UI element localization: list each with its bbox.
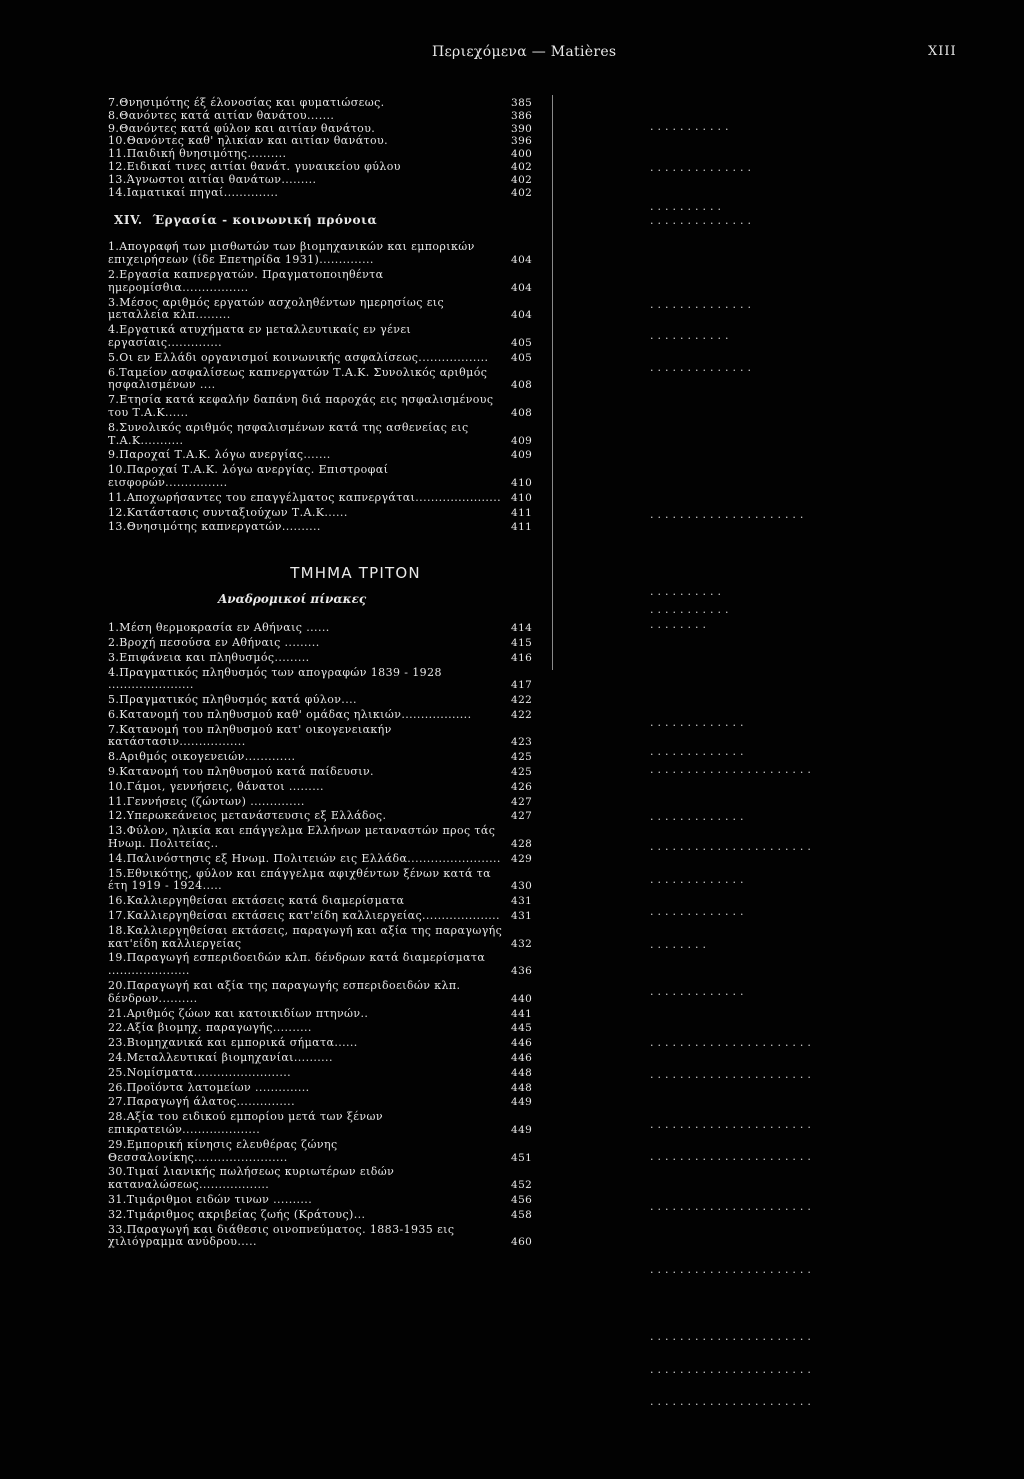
- toc-entry[interactable]: [108, 464, 543, 490]
- dot-leader: ......................: [650, 1330, 815, 1343]
- dot-leader: ......................: [650, 1036, 815, 1049]
- toc-entry[interactable]: [108, 1111, 543, 1137]
- entry-page: 410: [511, 491, 533, 504]
- toc-entry[interactable]: [108, 324, 543, 350]
- entry-title: 6.Ταμείον ασφαλίσεως καπνεργατών Τ.Α.Κ. Συνολικός αριθμός ησφαλισμένων ....: [108, 365, 488, 392]
- entry-page: 390: [511, 122, 533, 135]
- entry-title: 33.Παραγωγή και διάθεσις οινοπνεύματος. 1883-1935 εις χιλιόγραμμα ανύδρου.....: [108, 1222, 455, 1249]
- toc-entry[interactable]: [108, 1194, 543, 1207]
- toc-entry[interactable]: [108, 297, 543, 323]
- toc-entry[interactable]: [108, 110, 543, 123]
- entry-page: 402: [511, 160, 533, 173]
- entry-page: 441: [511, 1007, 533, 1020]
- dot-leader: ......................: [650, 1068, 815, 1081]
- entry-page: 405: [511, 336, 533, 349]
- toc-list-retrospective-tables: [108, 622, 543, 1249]
- toc-entry[interactable]: [108, 751, 543, 764]
- toc-entry[interactable]: [108, 187, 543, 200]
- entry-page: 427: [511, 810, 533, 823]
- toc-entry[interactable]: [108, 1096, 543, 1109]
- entry-title: 7.Κατανομή του πληθυσμού κατ' οικογενειακήν κατάστασιν.................: [108, 722, 392, 749]
- entry-title: 3.Μέσος αριθμός εργατών ασχοληθέντων ημερησίως εις μεταλλεία κλπ.........: [108, 295, 445, 322]
- entry-title: 7.Ετησία κατά κεφαλήν δαπάνη διά παροχάς εις ησφαλισμένους του Τ.Α.Κ......: [108, 393, 494, 419]
- section-title: Έργασία - κοινωνική πρόνοια: [152, 213, 378, 228]
- entry-title: 8.Συνολικός αριθμός ησφαλισμένων κατά της ασθενείας εις Τ.Α.Κ...........: [108, 420, 469, 447]
- entry-title: 14.Ιαματικαί πηγαί..............: [108, 185, 279, 199]
- toc-column: [108, 97, 543, 1251]
- entry-page: 449: [511, 1124, 533, 1136]
- toc-entry[interactable]: [108, 97, 543, 110]
- toc-entry[interactable]: [108, 1166, 543, 1192]
- toc-entry[interactable]: [108, 781, 543, 794]
- entry-title: 4.Εργατικά ατυχήματα εν μεταλλευτικαίς εν γένει εργασίαις..............: [108, 323, 412, 349]
- page-header: [0, 44, 1024, 68]
- toc-entry[interactable]: [108, 952, 543, 978]
- running-title: Περιεχόμενα — Matières: [432, 44, 617, 60]
- dot-leader: ......................: [650, 1200, 815, 1213]
- dot-leader: .............: [650, 873, 748, 886]
- toc-entry[interactable]: [108, 868, 543, 894]
- entry-page: 422: [511, 708, 533, 721]
- dot-leader: ........: [650, 618, 710, 631]
- entry-page: 404: [511, 281, 533, 294]
- entry-title: 16.Καλλιεργηθείσαι εκτάσεις κατά διαμερίσματα: [108, 894, 405, 908]
- toc-entry[interactable]: [108, 796, 543, 809]
- toc-entry[interactable]: [108, 925, 543, 951]
- entry-page: 448: [511, 1066, 533, 1079]
- entry-page: 431: [511, 910, 533, 923]
- toc-entry[interactable]: [108, 352, 543, 365]
- entry-page: 411: [511, 521, 533, 534]
- entry-title: 8.Θανόντες κατά αιτίαν θανάτου.......: [108, 108, 335, 122]
- toc-entry[interactable]: [108, 507, 543, 520]
- entry-page: 446: [511, 1052, 533, 1065]
- entry-title: 9.Θανόντες κατά φύλον και αιτίαν θανάτου.: [108, 121, 376, 135]
- entry-page: 408: [511, 379, 533, 392]
- toc-entry[interactable]: [108, 521, 543, 534]
- toc-entry[interactable]: [108, 1037, 543, 1050]
- toc-entry[interactable]: [108, 1008, 543, 1021]
- entry-page: 449: [511, 1096, 533, 1109]
- dot-leader: .............: [650, 745, 748, 758]
- entry-page: 460: [511, 1236, 533, 1249]
- section-heading: [114, 213, 543, 227]
- entry-title: 24.Μεταλλευτικαί βιομηχανίαι..........: [108, 1051, 333, 1065]
- toc-entry[interactable]: [108, 1224, 543, 1250]
- entry-title: 10.Θανόντες καθ' ηλικίαν και αιτίαν θανάτου.: [108, 134, 389, 148]
- entry-title: 11.Παιδική θνησιμότης..........: [108, 147, 287, 161]
- dot-leader: ......................: [650, 1263, 815, 1276]
- entry-title: 7.Θνησιμότης έξ έλονοσίας και φυματιώσεως.: [108, 96, 385, 109]
- entry-page: 445: [511, 1022, 533, 1035]
- entry-page: 404: [511, 254, 533, 267]
- toc-entry[interactable]: [108, 810, 543, 823]
- entry-page: 440: [511, 992, 533, 1005]
- entry-page: 436: [511, 965, 533, 978]
- toc-entry[interactable]: [108, 895, 543, 908]
- entry-page: 458: [511, 1208, 533, 1221]
- entry-title: 19.Παραγωγή εσπεριδοειδών κλπ. δένδρων κατά διαμερίσματα .....................: [108, 951, 486, 978]
- dot-leader: ......................: [650, 763, 815, 776]
- entry-title: 5.Οι εν Ελλάδι οργανισμοί κοινωνικής ασφαλίσεως..................: [108, 350, 489, 364]
- entry-title: 27.Παραγωγή άλατος...............: [108, 1095, 295, 1109]
- entry-title: 20.Παραγωγή και αξία της παραγωγής εσπεριδοειδών κλπ. δένδρων..........: [108, 979, 461, 1005]
- page-number: XIII: [928, 44, 957, 59]
- toc-entry[interactable]: [108, 622, 543, 635]
- dot-leader: ........: [650, 938, 710, 951]
- toc-entry[interactable]: [108, 637, 543, 650]
- entry-page: 386: [511, 109, 533, 122]
- entry-page: 411: [511, 506, 533, 519]
- entry-title: 9.Παροχαί Τ.Α.Κ. λόγω ανεργίας.......: [108, 448, 331, 462]
- entry-title: 14.Παλινόστησις εξ Ηνωμ. Πολιτειών εις Ελλάδα........................: [108, 851, 501, 865]
- entry-page: 409: [511, 434, 533, 447]
- dot-leader: ......................: [650, 1363, 815, 1376]
- entry-title: 1.Απογραφή των μισθωτών των βιομηχανικών και εμπορικών επιχειρήσεων (ίδε Επετηρίδα 1931)..............: [108, 240, 475, 267]
- entry-title: 13.Φύλον, ηλικία και επάγγελμα Ελλήνων μεταναστών προς τάς Ηνωμ. Πολιτείας..: [108, 824, 496, 851]
- toc-entry[interactable]: [108, 492, 543, 505]
- dot-leader: ...........: [650, 329, 733, 342]
- toc-entry[interactable]: [108, 694, 543, 707]
- entry-title: 22.Αξία βιομηχ. παραγωγής..........: [108, 1021, 312, 1035]
- dot-leader: ..........: [650, 585, 725, 598]
- toc-entry[interactable]: [108, 1139, 543, 1165]
- entry-page: 417: [511, 679, 533, 692]
- toc-entry[interactable]: [108, 1067, 543, 1080]
- entry-title: 10.Παροχαί Τ.Α.Κ. λόγω ανεργίας. Επιστροφαί εισφορών................: [108, 463, 389, 489]
- entry-page: 409: [511, 449, 533, 462]
- part-subtitle: Αναδρομικοί πίνακες: [218, 592, 367, 607]
- entry-title: 13.Θνησιμότης καπνεργατών..........: [108, 520, 321, 534]
- entry-title: 1.Μέση θερμοκρασία εν Αθήναις ......: [108, 621, 330, 635]
- dot-leader: ..............: [650, 298, 755, 311]
- section-number: XIV.: [114, 213, 143, 228]
- entry-title: 4.Πραγματικός πληθυσμός των απογραφών 1839 - 1928 ......................: [108, 665, 442, 692]
- entry-page: 402: [511, 173, 533, 186]
- entry-title: 11.Αποχωρήσαντες του επαγγέλματος καπνεργάται......................: [108, 490, 501, 504]
- toc-entry[interactable]: [108, 367, 543, 393]
- entry-title: 2.Βροχή πεσούσα εν Αθήναις .........: [108, 635, 320, 649]
- entry-page: 385: [511, 97, 533, 109]
- toc-entry[interactable]: [108, 161, 543, 174]
- entry-title: 6.Κατανομή του πληθυσμού καθ' ομάδας ηλικιών..................: [108, 707, 472, 721]
- entry-page: 404: [511, 309, 533, 322]
- toc-entry[interactable]: [108, 667, 543, 693]
- dot-leader: ...........: [650, 120, 733, 133]
- dot-leader: ......................: [650, 1150, 815, 1163]
- toc-entry[interactable]: [108, 980, 543, 1006]
- toc-entry[interactable]: [108, 422, 543, 448]
- toc-entry[interactable]: [108, 910, 543, 923]
- entry-page: 427: [511, 795, 533, 808]
- entry-title: 8.Αριθμός οικογενειών.............: [108, 750, 296, 764]
- toc-entry[interactable]: [108, 709, 543, 722]
- entry-page: 425: [511, 766, 533, 779]
- part-title: ΤΜΗΜΑ ΤΡΙΤΟΝ: [290, 564, 421, 583]
- toc-list-section-xiv: [108, 241, 543, 534]
- entry-title: 31.Τιμάριθμοι ειδών τινων ..........: [108, 1192, 313, 1206]
- entry-title: 12.Ειδικαί τινες αιτίαι θανάτ. γυναικείου φύλου: [108, 159, 401, 173]
- toc-entry[interactable]: [108, 1209, 543, 1222]
- dot-leader: ......................: [650, 1118, 815, 1131]
- entry-page: 451: [511, 1151, 533, 1164]
- entry-page: 448: [511, 1081, 533, 1094]
- entry-title: 18.Καλλιεργηθείσαι εκτάσεις, παραγωγή και αξία της παραγωγής κατ'είδη καλλιεργείας: [108, 923, 503, 950]
- toc-entry[interactable]: [108, 174, 543, 187]
- dot-leader: .............: [650, 716, 748, 729]
- entry-title: 23.Βιομηχανικά και εμπορικά σήματα......: [108, 1036, 358, 1050]
- entry-title: 30.Τιμαί λιανικής πωλήσεως κυριωτέρων ειδών καταναλώσεως..................: [108, 1165, 395, 1192]
- toc-entry[interactable]: [108, 1082, 543, 1095]
- dot-leader: ...........: [650, 603, 733, 616]
- entry-page: 400: [511, 148, 533, 161]
- entry-page: 422: [511, 694, 533, 707]
- dot-leader: .............: [650, 905, 748, 918]
- entry-page: 402: [511, 186, 533, 199]
- entry-page: 426: [511, 780, 533, 793]
- dot-leader: ..............: [650, 161, 755, 174]
- entry-page: 396: [511, 135, 533, 148]
- entry-title: 15.Εθνικότης, φύλον και επάγγελμα αφιχθέντων ξένων κατά τα έτη 1919 - 1924.....: [108, 866, 491, 893]
- toc-list-continued: [108, 97, 543, 199]
- entry-page: 431: [511, 895, 533, 908]
- toc-entry[interactable]: [108, 1022, 543, 1035]
- dot-leader: ......................: [650, 1395, 815, 1408]
- dot-leader: ..........: [650, 200, 725, 213]
- dot-leader: ..............: [650, 214, 755, 227]
- toc-entry[interactable]: [108, 449, 543, 462]
- toc-entry[interactable]: [108, 652, 543, 665]
- entry-title: 13.Άγνωστοι αιτίαι θανάτων.........: [108, 172, 317, 186]
- entry-page: 423: [511, 736, 533, 749]
- entry-title: 11.Γεννήσεις (ζώντων) ..............: [108, 794, 305, 808]
- toc-entry[interactable]: [108, 241, 543, 267]
- entry-page: 410: [511, 476, 533, 489]
- dot-leader: .............: [650, 810, 748, 823]
- toc-entry[interactable]: [108, 766, 543, 779]
- entry-page: 415: [511, 636, 533, 649]
- entry-title: 12.Υπερωκεάνειος μετανάστευσις εξ Ελλάδος.: [108, 809, 387, 823]
- toc-entry[interactable]: [108, 825, 543, 851]
- dot-leader: ..............: [650, 361, 755, 374]
- entry-title: 28.Αξία του ειδικού εμπορίου μετά των ξένων επικρατειών....................: [108, 1110, 383, 1136]
- entry-page: 432: [511, 937, 533, 950]
- entry-title: 17.Καλλιεργηθείσαι εκτάσεις κατ'είδη καλλιεργείας....................: [108, 909, 500, 923]
- entry-title: 12.Κατάστασις συνταξιούχων Τ.Α.Κ......: [108, 505, 348, 519]
- entry-page: 429: [511, 852, 533, 865]
- entry-page: 428: [511, 838, 533, 851]
- entry-title: 25.Νομίσματα.........................: [108, 1065, 292, 1079]
- dot-leader: ......................: [650, 840, 815, 853]
- entry-page: 446: [511, 1037, 533, 1050]
- entry-title: 26.Προϊόντα λατομείων ..............: [108, 1080, 310, 1094]
- entry-page: 405: [511, 351, 533, 364]
- toc-entry[interactable]: [108, 269, 543, 295]
- column-divider: [552, 95, 553, 670]
- entry-page: 414: [511, 622, 533, 635]
- entry-page: 416: [511, 651, 533, 664]
- toc-entry[interactable]: [108, 853, 543, 866]
- entry-page: 425: [511, 751, 533, 764]
- toc-entry[interactable]: [108, 724, 543, 750]
- entry-title: 2.Εργασία καπνεργατών. Πραγματοποιηθέντα ημερομίσθια.................: [108, 267, 384, 294]
- dot-leader: .....................: [650, 508, 808, 521]
- toc-entry[interactable]: [108, 394, 543, 420]
- dot-leader: .............: [650, 985, 748, 998]
- entry-page: 456: [511, 1193, 533, 1206]
- entry-title: 9.Κατανομή του πληθυσμού κατά παίδευσιν.: [108, 765, 374, 779]
- entry-title: 5.Πραγματικός πληθυσμός κατά φύλον....: [108, 693, 357, 707]
- entry-title: 3.Επιφάνεια και πληθυσμός.........: [108, 650, 310, 664]
- toc-entry[interactable]: [108, 1052, 543, 1065]
- entry-title: 21.Αριθμός ζώων και κατοικιδίων πτηνών..: [108, 1006, 369, 1020]
- entry-page: 452: [511, 1179, 533, 1192]
- entry-page: 430: [511, 880, 533, 893]
- entry-title: 10.Γάμοι, γεννήσεις, θάνατοι .........: [108, 779, 324, 793]
- entry-title: 29.Εμπορική κίνησις ελευθέρας ζώνης Θεσσαλονίκης........................: [108, 1137, 338, 1164]
- entry-page: 408: [511, 406, 533, 419]
- entry-title: 32.Τιμάριθμος ακριβείας ζωής (Κράτους)...: [108, 1207, 366, 1221]
